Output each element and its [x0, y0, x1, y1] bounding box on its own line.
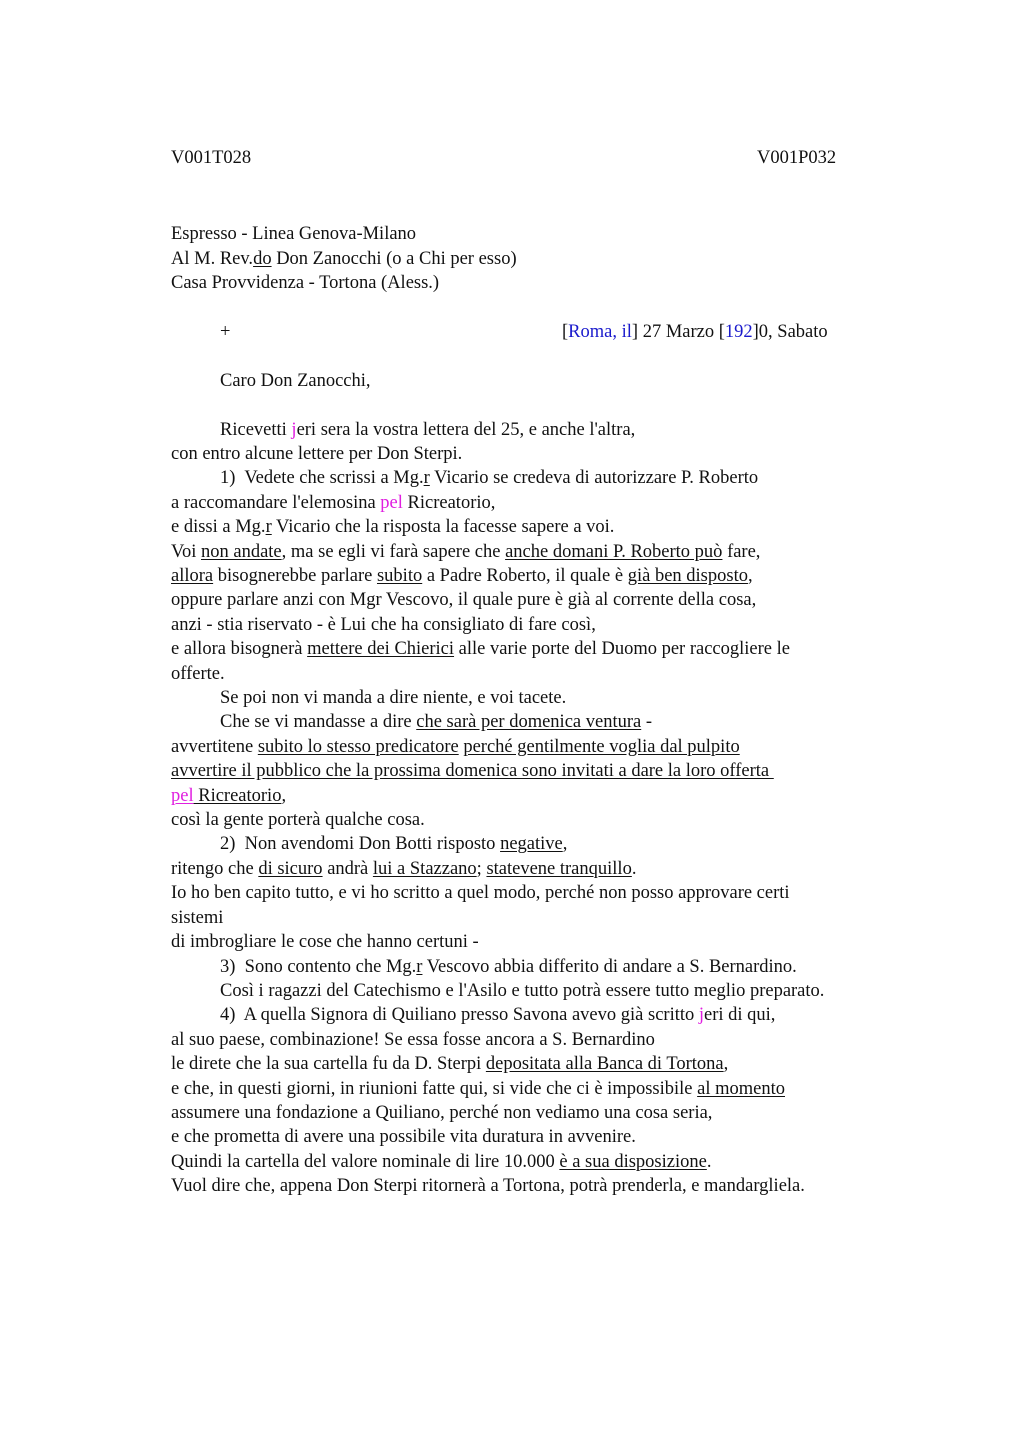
volume-text-ref: V001T028 [171, 148, 252, 168]
body-line: di imbrogliare le cose che hanno certuni - [171, 932, 479, 953]
body-line: pel Ricreatorio, [171, 785, 287, 806]
body-line: Che se vi mandasse a dire che sarà per domenica ventura - [220, 712, 653, 733]
dateline [171, 320, 911, 344]
address-block [171, 222, 911, 295]
address-line: Casa Provvidenza - Tortona (Aless.) [171, 273, 440, 294]
address-line: Espresso - Linea Genova-Milano [171, 224, 417, 245]
body-line: e dissi a Mg.r Vicario che la risposta la facesse sapere a voi. [171, 517, 615, 538]
body-line: Voi non andate, ma se egli vi farà sapere che anche domani P. Roberto può fare, [171, 541, 761, 562]
body-line: avvertire il pubblico che la prossima domenica sono invitati a dare la loro offerta [171, 761, 774, 782]
address-line: Al M. Rev.do Don Zanocchi (o a Chi per esso) [171, 248, 517, 269]
body-line: ritengo che di sicuro andrà lui a Stazzano; statevene tranquillo. [171, 858, 637, 879]
body-line: 4) A quella Signora di Quiliano presso Savona avevo già scritto jeri di qui, [220, 1005, 776, 1026]
body-line: assumere una fondazione a Quiliano, perché non vediamo una cosa seria, [171, 1102, 713, 1123]
body-line: Io ho ben capito tutto, e vi ho scritto a quel modo, perché non posso approvare certi [171, 883, 790, 904]
body-line: con entro alcune lettere per Don Sterpi. [171, 443, 463, 464]
body-line: anzi - stia riservato - è Lui che ha consigliato di fare così, [171, 614, 596, 635]
body-line: 3) Sono contento che Mg.r Vescovo abbia differito di andare a S. Bernardino. [220, 956, 797, 977]
body-line: allora bisognerebbe parlare subito a Padre Roberto, il quale è già ben disposto, [171, 566, 753, 587]
body-line: al suo paese, combinazione! Se essa fosse ancora a S. Bernardino [171, 1029, 655, 1050]
body-line: sistemi [171, 907, 224, 928]
body-line: così la gente porterà qualche cosa. [171, 810, 425, 831]
body-line: Se poi non vi manda a dire niente, e voi tacete. [220, 688, 567, 709]
body-line: avvertitene subito lo stesso predicatore perché gentilmente voglia dal pulpito [171, 736, 740, 757]
body-line: a raccomandare l'elemosina pel Ricreatorio, [171, 492, 496, 513]
body-line: Così i ragazzi del Catechismo e l'Asilo e tutto potrà essere tutto meglio preparato. [220, 980, 825, 1001]
volume-page-ref: V001P032 [757, 148, 837, 168]
body-line: e allora bisognerà mettere dei Chierici alle varie porte del Duomo per raccogliere le [171, 639, 790, 660]
body-line: 1) Vedete che scrissi a Mg.r Vicario se credeva di autorizzare P. Roberto [220, 468, 759, 489]
body-line: 2) Non avendomi Don Botti risposto negative, [220, 834, 568, 855]
body-line: e che prometta di avere una possibile vita duratura in avvenire. [171, 1127, 636, 1148]
date: [Roma, il] 27 Marzo [192]0, Sabato [562, 322, 828, 342]
body-line: offerte. [171, 663, 225, 684]
body-line: le direte che la sua cartella fu da D. Sterpi depositata alla Banca di Tortona, [171, 1054, 729, 1075]
body-line: Quindi la cartella del valore nominale di lire 10.000 è a sua disposizione. [171, 1151, 712, 1172]
salutation: Caro Don Zanocchi, [220, 370, 371, 391]
body-line: Vuol dire che, appena Don Sterpi ritornerà a Tortona, potrà prenderla, e mandargliela. [171, 1176, 805, 1197]
cross-mark: + [220, 322, 231, 342]
letter-body [171, 418, 911, 1199]
body-line: Ricevetti jeri sera la vostra lettera del 25, e anche l'altra, [220, 419, 636, 440]
body-line: e che, in questi giorni, in riunioni fatte qui, si vide che ci è impossibile al momento [171, 1078, 785, 1099]
letter-page [171, 146, 911, 1199]
body-line: oppure parlare anzi con Mgr Vescovo, il quale pure è già al corrente della cosa, [171, 590, 757, 611]
reference-codes [171, 146, 911, 170]
